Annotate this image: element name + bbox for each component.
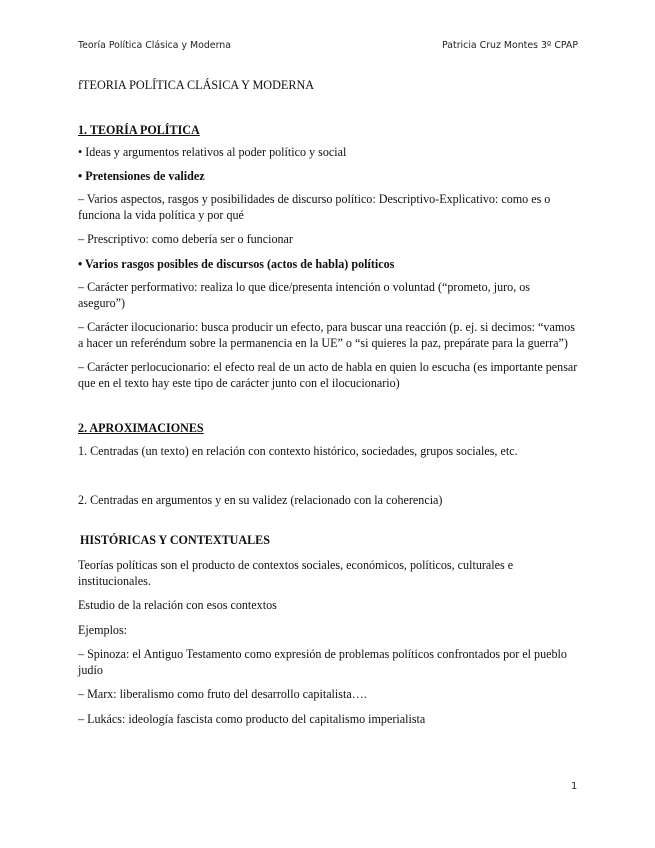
list-item-descriptivo: – Varios aspectos, rasgos y posibilidades de discurso político: Descriptivo-Explicativo: como es o funciona la vida política y por qué	[78, 192, 551, 222]
page-header	[78, 40, 578, 54]
bullet-pretensiones: • Pretensiones de validez	[78, 168, 205, 183]
list-item-perlocucionario: – Carácter perlocucionario: el efecto real de un acto de habla en quien lo escucha (es importante pensar que en el texto hay este tipo de carácter junto con el ilocucionario)	[78, 360, 578, 390]
list-item-centradas-argumentos: 2. Centradas en argumentos y en su validez (relacionado con la coherencia)	[78, 493, 443, 507]
list-item-spinoza: – Spinoza: el Antiguo Testamento como expresión de problemas políticos confrontados por el pueblo judío	[78, 647, 567, 677]
list-item-centradas-contexto: 1. Centradas (un texto) en relación con contexto histórico, sociedades, grupos sociales, etc.	[78, 443, 518, 458]
paragraph-estudio: Estudio de la relación con esos contextos	[78, 598, 277, 612]
section-heading-historicas: HISTÓRICAS Y CONTEXTUALES	[80, 532, 270, 547]
page-number: 1	[571, 781, 578, 792]
bullet-ideas: • Ideas y argumentos relativos al poder político y social	[78, 145, 347, 159]
list-item-marx: – Marx: liberalismo como fruto del desarrollo capitalista….	[78, 687, 367, 701]
section-heading-teoria-politica: 1. TEORÍA POLÍTICA	[78, 122, 200, 137]
list-item-lukacs: – Lukács: ideología fascista como producto del capitalismo imperialista	[78, 711, 426, 726]
document-body	[78, 78, 578, 736]
list-item-performativo: – Carácter performativo: realiza lo que dice/presenta intención o voluntad (“prometo, juro, os aseguro”)	[78, 280, 531, 310]
section-heading-aproximaciones: 2. APROXIMACIONES	[78, 421, 204, 435]
bullet-rasgos-discursos: • Varios rasgos posibles de discursos (actos de habla) políticos	[78, 256, 395, 271]
paragraph-teorias-politicas: Teorías políticas son el producto de contextos sociales, económicos, políticos, culturales e institucionales.	[78, 558, 514, 588]
list-item-ilocucionario: – Carácter ilocucionario: busca producir un efecto, para buscar una reacción (p. ej. si decimos: “vamos a hacer un referéndum sobre la permanencia en la UE” o “si quieres la paz, prepárate para la guerra”)	[78, 320, 575, 350]
header-author: Patricia Cruz Montes 3º CPAP	[442, 40, 578, 51]
paragraph-ejemplos: Ejemplos:	[78, 622, 128, 637]
document-title: fTEORIA POLÍTICA CLÁSICA Y MODERNA	[78, 78, 315, 92]
header-course-title: Teoría Política Clásica y Moderna	[78, 40, 231, 51]
list-item-prescriptivo: – Prescriptivo: como debería ser o funcionar	[78, 232, 293, 246]
